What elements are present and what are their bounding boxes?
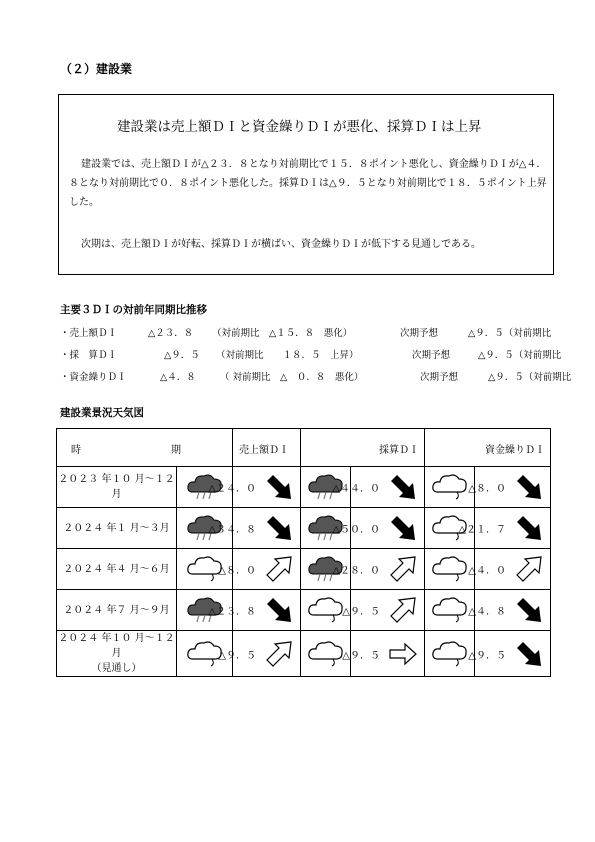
arrow-down-right-icon [264, 595, 294, 625]
trend-value: △２３．８ [148, 328, 194, 339]
summary-paragraph-1-text: 建設業では、売上額ＤＩが△２３．８となり対前期比で１５．８ポイント悪化し、資金繰りＤＩが△４．８となり対前期比で０．８ポイント悪化した。採算ＤＩは△９．５となり対前期比で１８．５ポイント上昇した。 [69, 159, 547, 208]
period-label: ２０２３ 年１０ 月～１２月 [58, 474, 175, 500]
di-value: △２３．８ [208, 606, 256, 618]
di-value: △９．５ [218, 650, 256, 661]
table-row [57, 467, 551, 508]
cloud-icon [425, 467, 475, 508]
summary-paragraph-2-text: 次期は、売上額ＤＩが好転、採算ＤＩが横ばい、資金繰りＤＩが低下する見通しである。 [81, 239, 481, 250]
header-profit: 採算ＤＩ [379, 445, 419, 456]
di-value-cell [332, 549, 425, 590]
arrow-down-right-icon [514, 595, 544, 625]
period-cell [57, 467, 177, 508]
di-value: △９．５ [468, 650, 506, 661]
summary-paragraph-2 [69, 235, 549, 254]
trend-value: △４．８ [160, 372, 196, 383]
period-cell [57, 549, 177, 590]
di-value-cell [342, 631, 425, 677]
period-cell [57, 631, 177, 677]
trend-label: ・売上額ＤＩ [60, 328, 118, 339]
arrow-right-hollow-icon [388, 639, 418, 669]
di-value: △２４．０ [208, 483, 256, 495]
di-value: △４．０ [468, 565, 506, 577]
di-value-cell [218, 631, 301, 677]
period-label: ２０２４ 年１ 月～３月 [63, 522, 170, 534]
trend-forecast: △９．５（対前期比 [478, 350, 562, 361]
trend-forecast-label: 次期予想 [400, 328, 439, 339]
cloud-icon [425, 549, 475, 590]
header-period-a: 時 [71, 445, 81, 456]
arrow-up-right-hollow-icon [388, 595, 418, 625]
trend-forecast: △９．５（対前期比 [488, 372, 572, 383]
table-header-row [57, 429, 551, 467]
period-label: ２０２４ 年７ 月～９月 [63, 604, 170, 616]
di-value: △５０．０ [332, 524, 380, 536]
di-value-cell [468, 590, 551, 631]
di-value: △８．０ [218, 565, 256, 577]
di-value: △９．５ [342, 606, 380, 618]
header-period-cell [57, 429, 289, 467]
trend-title: 主要３ＤＩの対前年同期比推移 [60, 304, 207, 316]
cloud-icon [425, 631, 475, 677]
di-value-cell [208, 508, 301, 549]
di-value: △２８．０ [332, 565, 380, 577]
arrow-up-right-hollow-icon [388, 554, 418, 584]
trend-forecast-label: 次期予想 [412, 350, 451, 361]
trend-label: ・資金繰りＤＩ [60, 372, 127, 383]
di-value-cell [468, 467, 551, 508]
di-value: △３４．８ [208, 524, 256, 536]
di-value: △４４．０ [332, 483, 380, 495]
cloud-icon [425, 590, 475, 631]
di-value-cell [332, 467, 425, 508]
header-profit-cell [301, 429, 425, 467]
arrow-down-right-icon [264, 472, 294, 502]
table-row [57, 590, 551, 631]
period-note: （見通し） [91, 663, 142, 674]
summary-title: 建設業は売上額ＤＩと資金繰りＤＩが悪化、採算ＤＩは上昇 [117, 119, 482, 135]
header-funds-cell [425, 429, 551, 467]
di-value: △４．８ [468, 606, 506, 618]
arrow-down-right-icon [514, 513, 544, 543]
header-sales: 売上額ＤＩ [239, 445, 289, 456]
arrow-down-right-icon [514, 639, 544, 669]
di-value-cell [218, 549, 301, 590]
period-label: ２０２４ 年１０ 月～１２月 [58, 633, 175, 659]
header-period-b: 期 [171, 445, 181, 456]
period-cell [57, 590, 177, 631]
table-row [57, 549, 551, 590]
trend-value: △９．５ [164, 350, 200, 361]
di-value-cell [342, 590, 425, 631]
di-value: △９．５ [342, 650, 380, 661]
period-label: ２０２４ 年４ 月～６月 [63, 563, 170, 575]
di-value-cell [208, 590, 301, 631]
period-cell [57, 508, 177, 549]
arrow-up-right-hollow-icon [264, 554, 294, 584]
arrow-down-right-icon [388, 513, 418, 543]
arrow-down-right-icon [264, 513, 294, 543]
trend-compare: （対前期比 △１５．８ 悪化） [212, 328, 353, 339]
weather-chart-title: 建設業景況天気図 [60, 407, 144, 419]
di-value: △８．０ [468, 483, 506, 495]
table-row [57, 508, 551, 549]
arrow-down-right-icon [388, 472, 418, 502]
section-heading: （２）建設業 [60, 62, 133, 76]
di-value-cell [208, 467, 301, 508]
summary-paragraph-1 [69, 155, 549, 212]
di-value: △２１．７ [458, 524, 506, 536]
di-value-cell [332, 508, 425, 549]
trend-forecast: △９．５（対前期比 [468, 328, 552, 339]
trend-forecast-label: 次期予想 [420, 372, 459, 383]
di-value-cell [468, 549, 551, 590]
table-row [57, 631, 551, 677]
trend-compare: （対前期比 １８．５ 上昇） [216, 350, 359, 361]
di-value-cell [468, 631, 551, 677]
arrow-up-right-hollow-icon [514, 554, 544, 584]
header-funds: 資金繰りＤＩ [485, 445, 545, 456]
weather-table [56, 428, 551, 677]
trend-compare: （ 対前期比 △ ０．８ 悪化） [220, 372, 364, 383]
summary-box [58, 94, 554, 275]
trend-label: ・採 算ＤＩ [60, 350, 118, 361]
arrow-down-right-icon [514, 472, 544, 502]
di-value-cell [458, 508, 551, 549]
arrow-up-right-hollow-icon [264, 639, 294, 669]
